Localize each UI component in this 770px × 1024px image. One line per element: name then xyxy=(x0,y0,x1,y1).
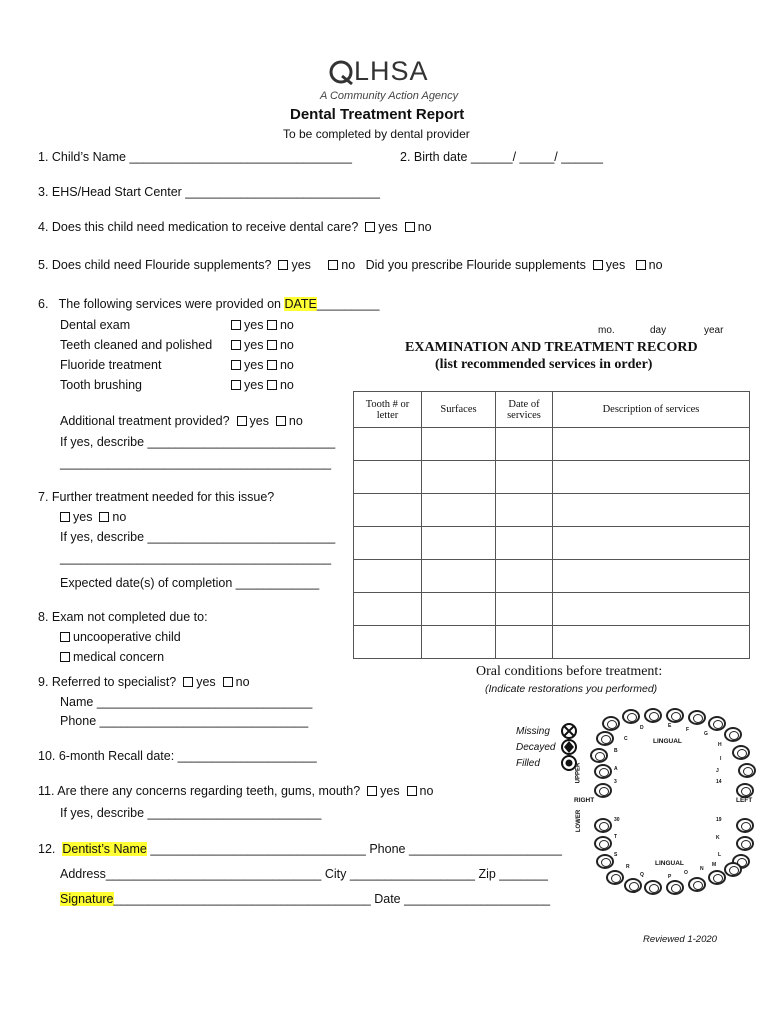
service-yes-label: yes xyxy=(244,318,264,332)
left-label: LEFT xyxy=(736,797,753,804)
q11-yes-checkbox[interactable] xyxy=(367,786,377,796)
tooth-icon[interactable] xyxy=(606,870,624,885)
q5-prescribe-yes-checkbox[interactable] xyxy=(593,260,603,270)
upper-label: UPPER xyxy=(575,762,582,784)
record-subtitle: (list recommended services in order) xyxy=(435,357,653,372)
col-date-header: Date of services xyxy=(496,392,553,428)
primary-tooth-letter: G xyxy=(704,731,708,737)
signature-row xyxy=(60,892,550,906)
tooth-number-19: 19 xyxy=(716,817,722,823)
q9-yes-checkbox[interactable] xyxy=(183,677,193,687)
q5-prescribe-no-checkbox[interactable] xyxy=(636,260,646,270)
q5-prescribe-yes-label: yes xyxy=(605,258,626,272)
record-cell[interactable] xyxy=(553,428,750,461)
service-no-label: no xyxy=(279,338,294,352)
col-description-header: Description of services xyxy=(553,392,750,428)
record-row xyxy=(354,593,750,626)
record-cell[interactable] xyxy=(496,593,553,626)
record-cell[interactable] xyxy=(422,593,496,626)
record-cell[interactable] xyxy=(496,494,553,527)
primary-tooth-letter: S xyxy=(614,852,618,858)
filled-symbol-icon xyxy=(562,756,576,770)
service-label: Tooth brushing xyxy=(60,378,143,392)
q7-describe-line[interactable]: _______________________________________ xyxy=(60,551,332,565)
q9-no-label: no xyxy=(235,675,250,689)
lingual-bottom-label: LINGUAL xyxy=(655,860,684,867)
q11-no-label: no xyxy=(419,784,434,798)
q7-options xyxy=(60,510,126,524)
record-cell[interactable] xyxy=(553,461,750,494)
lower-label: LOWER xyxy=(576,809,583,833)
primary-tooth-letter: N xyxy=(700,866,704,872)
page-subtitle: To be completed by dental provider xyxy=(283,127,470,141)
q7-no-checkbox[interactable] xyxy=(99,512,109,522)
q6-label: The following services were provided on xyxy=(58,297,281,311)
decayed-symbol-icon xyxy=(562,740,576,754)
tooth-icon[interactable] xyxy=(594,836,612,851)
primary-tooth-letter: L xyxy=(718,852,722,858)
primary-tooth-letter: F xyxy=(686,727,690,733)
record-row xyxy=(354,560,750,593)
additional-describe-field[interactable]: If yes, describe ___________________________ xyxy=(60,435,336,449)
record-cell[interactable] xyxy=(354,593,422,626)
service-no-label: no xyxy=(279,318,294,332)
service-options xyxy=(231,338,294,352)
missing-symbol-icon xyxy=(562,724,576,738)
q6-date-word: DATE xyxy=(284,297,317,311)
q7-label: 7. Further treatment needed for this issue? xyxy=(38,490,275,504)
tooth-icon[interactable] xyxy=(666,708,684,723)
reviewed-note: Reviewed 1-2020 xyxy=(643,934,717,945)
q11-row xyxy=(38,784,433,798)
primary-tooth-letter: J xyxy=(716,768,719,774)
record-cell[interactable] xyxy=(422,560,496,593)
date-day-label: day xyxy=(650,325,667,336)
service-yes-label: yes xyxy=(244,338,264,352)
q8-opt2 xyxy=(60,650,164,664)
oral-title: Oral conditions before treatment: xyxy=(476,664,663,679)
q12-num: 12. xyxy=(38,842,56,856)
tooth-icon[interactable] xyxy=(724,862,742,877)
record-cell[interactable] xyxy=(553,626,750,659)
record-row xyxy=(354,461,750,494)
record-cell[interactable] xyxy=(496,428,553,461)
medical-concern-checkbox[interactable] xyxy=(60,652,70,662)
q9-yes-label: yes xyxy=(196,675,216,689)
recall-date-field[interactable]: 10. 6-month Recall date: ____________________ xyxy=(38,749,317,763)
logo-tagline: A Community Action Agency xyxy=(320,90,459,102)
record-cell[interactable] xyxy=(422,428,496,461)
signature-label: Signature xyxy=(60,892,114,906)
tooth-icon[interactable] xyxy=(708,870,726,885)
service-label: Fluoride treatment xyxy=(60,358,162,372)
birth-date-field[interactable]: 2. Birth date ______/ _____/ ______ xyxy=(400,150,603,164)
tooth-icon[interactable] xyxy=(708,716,726,731)
service-yes-checkbox[interactable] xyxy=(231,320,241,330)
record-row xyxy=(354,527,750,560)
q6-num: 6. xyxy=(38,297,49,311)
primary-tooth-letter: E xyxy=(668,723,672,729)
additional-yes-checkbox[interactable] xyxy=(237,416,247,426)
service-yes-checkbox[interactable] xyxy=(231,360,241,370)
q9-label: 9. Referred to specialist? xyxy=(38,675,177,689)
legend-filled: Filled xyxy=(516,758,540,769)
legend-decayed: Decayed xyxy=(516,742,556,753)
record-cell[interactable] xyxy=(496,461,553,494)
record-title: EXAMINATION AND TREATMENT RECORD xyxy=(405,340,698,355)
record-cell[interactable] xyxy=(354,428,422,461)
service-options xyxy=(231,378,294,392)
tooth-icon[interactable] xyxy=(594,764,612,779)
tooth-number-30: 30 xyxy=(614,817,620,823)
q8-label: 8. Exam not completed due to: xyxy=(38,610,208,624)
record-cell[interactable] xyxy=(422,527,496,560)
primary-tooth-letter: B xyxy=(614,748,618,754)
service-options xyxy=(231,318,294,332)
record-cell[interactable] xyxy=(553,560,750,593)
record-cell[interactable] xyxy=(553,527,750,560)
additional-describe-line[interactable]: _______________________________________ xyxy=(60,456,332,470)
q7-expected-field[interactable]: Expected date(s) of completion ____________ xyxy=(60,576,320,590)
service-label: Dental exam xyxy=(60,318,131,332)
record-cell[interactable] xyxy=(496,527,553,560)
primary-tooth-letter: D xyxy=(640,725,644,731)
logo-text: LHSA xyxy=(354,56,429,86)
service-yes-checkbox[interactable] xyxy=(231,340,241,350)
q5-yes-checkbox[interactable] xyxy=(278,260,288,270)
q5-prescribe-no-label: no xyxy=(648,258,663,272)
q4-no-label: no xyxy=(417,220,432,234)
dentist-row xyxy=(38,842,562,856)
tooth-icon[interactable] xyxy=(596,854,614,869)
specialist-name-field[interactable]: Name _______________________________ xyxy=(60,695,313,709)
primary-tooth-letter: R xyxy=(626,864,630,870)
q11-no-checkbox[interactable] xyxy=(407,786,417,796)
tooth-icon[interactable] xyxy=(644,880,662,895)
additional-yes-label: yes xyxy=(249,414,269,428)
additional-no-label: no xyxy=(288,414,303,428)
record-cell[interactable] xyxy=(553,494,750,527)
record-cell[interactable] xyxy=(354,626,422,659)
record-row xyxy=(354,494,750,527)
tooth-icon[interactable] xyxy=(688,877,706,892)
service-yes-label: yes xyxy=(244,358,264,372)
primary-tooth-letter: P xyxy=(668,874,672,880)
q11-yes-label: yes xyxy=(380,784,400,798)
service-no-label: no xyxy=(279,358,294,372)
col-tooth-header: Tooth # or letter xyxy=(354,392,422,428)
date-mo-label: mo. xyxy=(598,325,615,336)
q7-yes-label: yes xyxy=(73,510,93,524)
record-cell[interactable] xyxy=(553,593,750,626)
record-cell[interactable] xyxy=(354,461,422,494)
service-no-checkbox[interactable] xyxy=(267,360,277,370)
tooth-icon[interactable] xyxy=(738,763,756,778)
legend-missing: Missing xyxy=(516,726,550,737)
additional-no-checkbox[interactable] xyxy=(276,416,286,426)
tooth-icon[interactable] xyxy=(622,709,640,724)
primary-tooth-letter: C xyxy=(624,736,628,742)
record-cell[interactable] xyxy=(422,494,496,527)
tooth-icon[interactable] xyxy=(594,818,612,833)
service-label: Teeth cleaned and polished xyxy=(60,338,213,352)
oral-note: (Indicate restorations you performed) xyxy=(485,683,658,695)
q5-yes-label: yes xyxy=(291,258,311,272)
tooth-icon[interactable] xyxy=(666,880,684,895)
medical-concern-label: medical concern xyxy=(73,650,165,664)
record-cell[interactable] xyxy=(422,461,496,494)
tooth-icon[interactable] xyxy=(688,710,706,725)
q7-yes-checkbox[interactable] xyxy=(60,512,70,522)
tooth-icon[interactable] xyxy=(724,727,742,742)
record-table xyxy=(353,391,750,659)
tooth-icon[interactable] xyxy=(594,783,612,798)
tooth-icon[interactable] xyxy=(644,708,662,723)
record-row xyxy=(354,626,750,659)
lingual-top-label: LINGUAL xyxy=(653,738,682,745)
specialist-phone-field[interactable]: Phone ______________________________ xyxy=(60,714,309,728)
dentist-name-label: Dentist’s Name xyxy=(62,842,147,856)
q5-prescribe-label: Did you prescribe Flouride supplements xyxy=(365,258,586,272)
tooth-icon[interactable] xyxy=(736,836,754,851)
record-cell[interactable] xyxy=(354,527,422,560)
tooth-number-3: 3 xyxy=(614,779,617,785)
right-label: RIGHT xyxy=(574,797,595,804)
q5-no-label: no xyxy=(341,258,356,272)
primary-tooth-letter: T xyxy=(614,834,618,840)
service-no-checkbox[interactable] xyxy=(267,340,277,350)
signature-field[interactable]: _____________________________________ Date _____________________ xyxy=(113,892,551,906)
q5-label: 5. Does child need Flouride supplements? xyxy=(38,258,272,272)
primary-tooth-letter: I xyxy=(720,756,722,762)
tooth-icon[interactable] xyxy=(602,716,620,731)
record-row xyxy=(354,428,750,461)
q5-no-checkbox[interactable] xyxy=(328,260,338,270)
tooth-icon[interactable] xyxy=(736,783,754,798)
dentist-name-field[interactable]: _______________________________ Phone ______________________ xyxy=(150,842,562,856)
service-options xyxy=(231,358,294,372)
q4-row xyxy=(38,220,432,234)
service-yes-checkbox[interactable] xyxy=(231,380,241,390)
record-cell[interactable] xyxy=(354,494,422,527)
service-no-label: no xyxy=(279,378,294,392)
center-field[interactable]: 3. EHS/Head Start Center ____________________________ xyxy=(38,185,380,199)
primary-tooth-letter: Q xyxy=(640,872,644,878)
tooth-icon[interactable] xyxy=(596,731,614,746)
q4-yes-label: yes xyxy=(378,220,398,234)
q4-no-checkbox[interactable] xyxy=(405,222,415,232)
service-no-checkbox[interactable] xyxy=(267,380,277,390)
q8-opt1 xyxy=(60,630,181,644)
q11-label: 11. Are there any concerns regarding teeth, gums, mouth? xyxy=(38,784,361,798)
child-name-field[interactable]: 1. Child’s Name ________________________________ xyxy=(38,150,352,164)
address-field[interactable]: Address_______________________________ City __________________ Zip _______ xyxy=(60,867,548,881)
primary-tooth-letter: O xyxy=(684,870,688,876)
q6-date-line[interactable]: _________ xyxy=(316,297,380,311)
record-cell[interactable] xyxy=(422,626,496,659)
tooth-number-14: 14 xyxy=(716,779,722,785)
q5-row xyxy=(38,258,663,272)
record-cell[interactable] xyxy=(354,560,422,593)
uncooperative-label: uncooperative child xyxy=(73,630,181,644)
record-cell[interactable] xyxy=(496,560,553,593)
primary-tooth-letter: A xyxy=(614,766,618,772)
q11-describe-field[interactable]: If yes, describe _________________________ xyxy=(60,806,322,820)
tooth-icon[interactable] xyxy=(736,818,754,833)
q4-yes-checkbox[interactable] xyxy=(365,222,375,232)
primary-tooth-letter: M xyxy=(712,862,717,868)
q6-row xyxy=(38,297,379,311)
col-surfaces-header: Surfaces xyxy=(422,392,496,428)
date-year-label: year xyxy=(704,325,724,336)
q7-no-label: no xyxy=(112,510,127,524)
q9-no-checkbox[interactable] xyxy=(223,677,233,687)
q9-row xyxy=(38,675,250,689)
q7-describe-field[interactable]: If yes, describe ___________________________ xyxy=(60,530,336,544)
record-cell[interactable] xyxy=(496,626,553,659)
q4-label: 4. Does this child need medication to receive dental care? xyxy=(38,220,359,234)
tooth-icon[interactable] xyxy=(590,748,608,763)
primary-tooth-letter: K xyxy=(716,835,720,841)
service-yes-label: yes xyxy=(244,378,264,392)
additional-label: Additional treatment provided? xyxy=(60,414,230,428)
tooth-icon[interactable] xyxy=(732,745,750,760)
primary-tooth-letter: H xyxy=(718,742,722,748)
service-no-checkbox[interactable] xyxy=(267,320,277,330)
page-title: Dental Treatment Report xyxy=(290,106,465,123)
additional-row xyxy=(60,414,303,428)
uncooperative-checkbox[interactable] xyxy=(60,632,70,642)
tooth-icon[interactable] xyxy=(624,878,642,893)
